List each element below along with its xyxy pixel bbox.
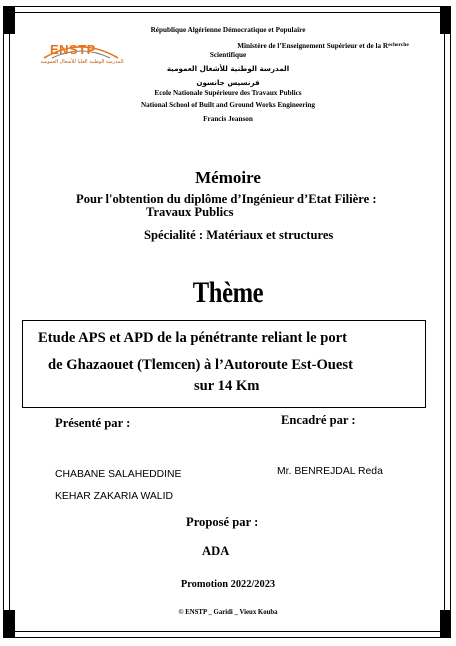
header-arabic-school: المدرسة الوطنية للأشغال العمومية [166, 64, 290, 73]
logo-text: ENSTP [50, 42, 96, 57]
header-arabic-jeanson: فرنسيس جانسون [196, 78, 260, 87]
subject-line3: sur 14 Km [194, 378, 260, 394]
header-school-fr: Ecole Nationale Supérieure des Travaux Publics [154, 89, 302, 97]
subject-line1: Etude APS et APD de la pénétrante reliant le port [38, 330, 348, 346]
subject-line2: de Ghazaouet (Tlemcen) à l’Autoroute Est-Ouest [48, 357, 353, 373]
obtention-line2: Travaux Publics [146, 205, 234, 219]
logo-subtitle: المدرسة الوطنية العليا للأشغال العمومية [40, 59, 124, 65]
proposer-name: ADA [202, 544, 230, 558]
header-ministry-sup: echerche [388, 42, 409, 48]
header-school-en: National School of Built and Ground Works Engineering [140, 101, 316, 109]
proposed-by-label: Proposé par : [186, 515, 259, 529]
enstp-logo [38, 42, 124, 82]
header-scientifique: Scientifique [209, 51, 247, 59]
header-republic: République Algérienne Démocratique et Populaire [150, 26, 306, 34]
specialite: Spécialité : Matériaux et structures [144, 228, 334, 242]
presented-by-label: Présenté par : [55, 416, 131, 430]
theme-heading: Thème [192, 276, 264, 309]
author-name: CHABANE SALAHEDDINE [55, 469, 182, 480]
obtention-line1: Pour l'obtention du diplôme d’Ingénieur d’Etat Filière : [76, 192, 377, 206]
promotion: Promotion 2022/2023 [180, 579, 276, 590]
footer-copyright: © ENSTP _ Garidi _ Vieux Kouba [178, 609, 278, 616]
memoire-title: Mémoire [195, 168, 261, 187]
author-name: KEHAR ZAKARIA WALID [55, 491, 173, 502]
supervisor-name: Mr. BENREJDAL Reda [277, 466, 383, 477]
header-ministry-main: Ministère de l’Enseignement Supérieur et de la R [237, 42, 389, 50]
header-francis-jeanson: Francis Jeanson [203, 115, 253, 123]
supervised-by-label: Encadré par : [281, 413, 356, 427]
